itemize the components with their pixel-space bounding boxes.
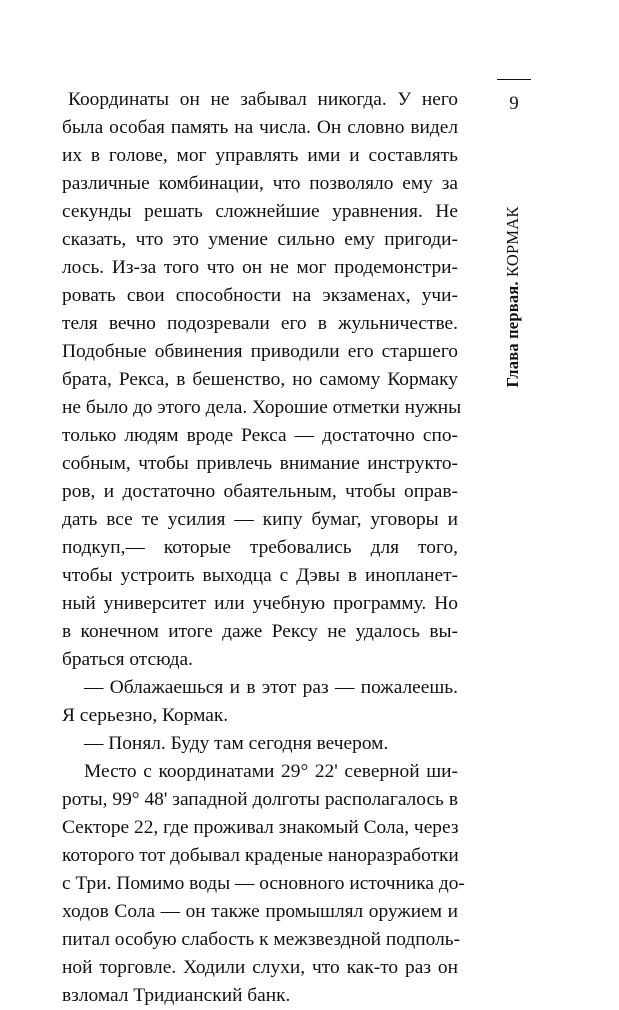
text-line: Место с координатами 29° 22' северной ши-: [84, 761, 458, 782]
text-line: их в голове, мог управлять ими и составлять: [62, 145, 458, 166]
text-line: лось. Из-за того что он не мог продемонстри-: [62, 257, 458, 278]
text-line: в конечном итоге даже Рексу не удалось вы-: [62, 621, 458, 642]
page-number: 9: [509, 93, 519, 114]
text-line: Подобные обвинения приводили его старшего: [62, 341, 458, 362]
text-line: брата, Рекса, в бешенство, но самому Кормаку: [62, 369, 458, 390]
dialogue-line: — Понял. Буду там сегодня вечером.: [84, 733, 389, 754]
text-line: Координаты он не забывал никогда. У него: [68, 89, 458, 110]
text-line: была особая память на числа. Он словно видел: [62, 117, 458, 138]
text-line: Секторе 22, где проживал знакомый Сола, через: [62, 817, 459, 838]
text-line: ров, и достаточно обаятельным, чтобы оправ-: [62, 481, 458, 502]
text-line: не было до этого дела. Хорошие отметки нужны: [62, 397, 462, 418]
text-line: собным, чтобы привлечь внимание инструкто-: [62, 453, 458, 474]
text-line: различные комбинации, что позволяло ему за: [62, 173, 458, 194]
text-line: теля вечно подозревали его в жульничестве.: [62, 313, 458, 334]
text-line: которого тот добывал краденые наноразработки: [62, 845, 459, 866]
text-line: взломал Тридианский банк.: [62, 985, 291, 1006]
text-line: браться отсюда.: [62, 649, 193, 670]
text-line: ровать свои способности на экзаменах, учи-: [62, 285, 458, 306]
text-line: секунды решать сложнейшие уравнения. Не: [62, 201, 458, 222]
body-text: [62, 86, 465, 1010]
text-line: подкуп,— которые требовались для того,: [62, 537, 458, 558]
text-line: ной торговле. Ходили слухи, что как-то раз он: [62, 957, 458, 978]
text-line: ходов Сола — он также промышлял оружием и: [62, 901, 458, 922]
text-line: только людям вроде Рекса — достаточно спо-: [62, 425, 458, 446]
dialogue-line: — Облажаешься и в этот раз — пожалеешь.: [84, 677, 458, 698]
running-head: [503, 206, 523, 387]
text-line: Я серьезно, Кормак.: [62, 705, 229, 726]
text-line: с Три. Помимо воды — основного источника до-: [62, 873, 465, 894]
running-head-chapter: Глава первая.: [503, 281, 522, 388]
text-line: дать все те усилия — кипу бумаг, уговоры и: [62, 509, 458, 530]
text-line: сказать, что это умение сильно ему пригоди-: [62, 229, 458, 250]
text-line: роты, 99° 48' западной долготы располагалось в: [62, 789, 458, 810]
running-head-section: КОРМАК: [503, 206, 522, 277]
text-line: питал особую слабость к межзвездной подполь-: [62, 929, 461, 950]
text-line: чтобы устроить выходца с Дэвы в инопланет-: [62, 565, 458, 586]
header-rule: [497, 79, 531, 80]
text-line: ный университет или учебную программу. Но: [62, 593, 458, 614]
